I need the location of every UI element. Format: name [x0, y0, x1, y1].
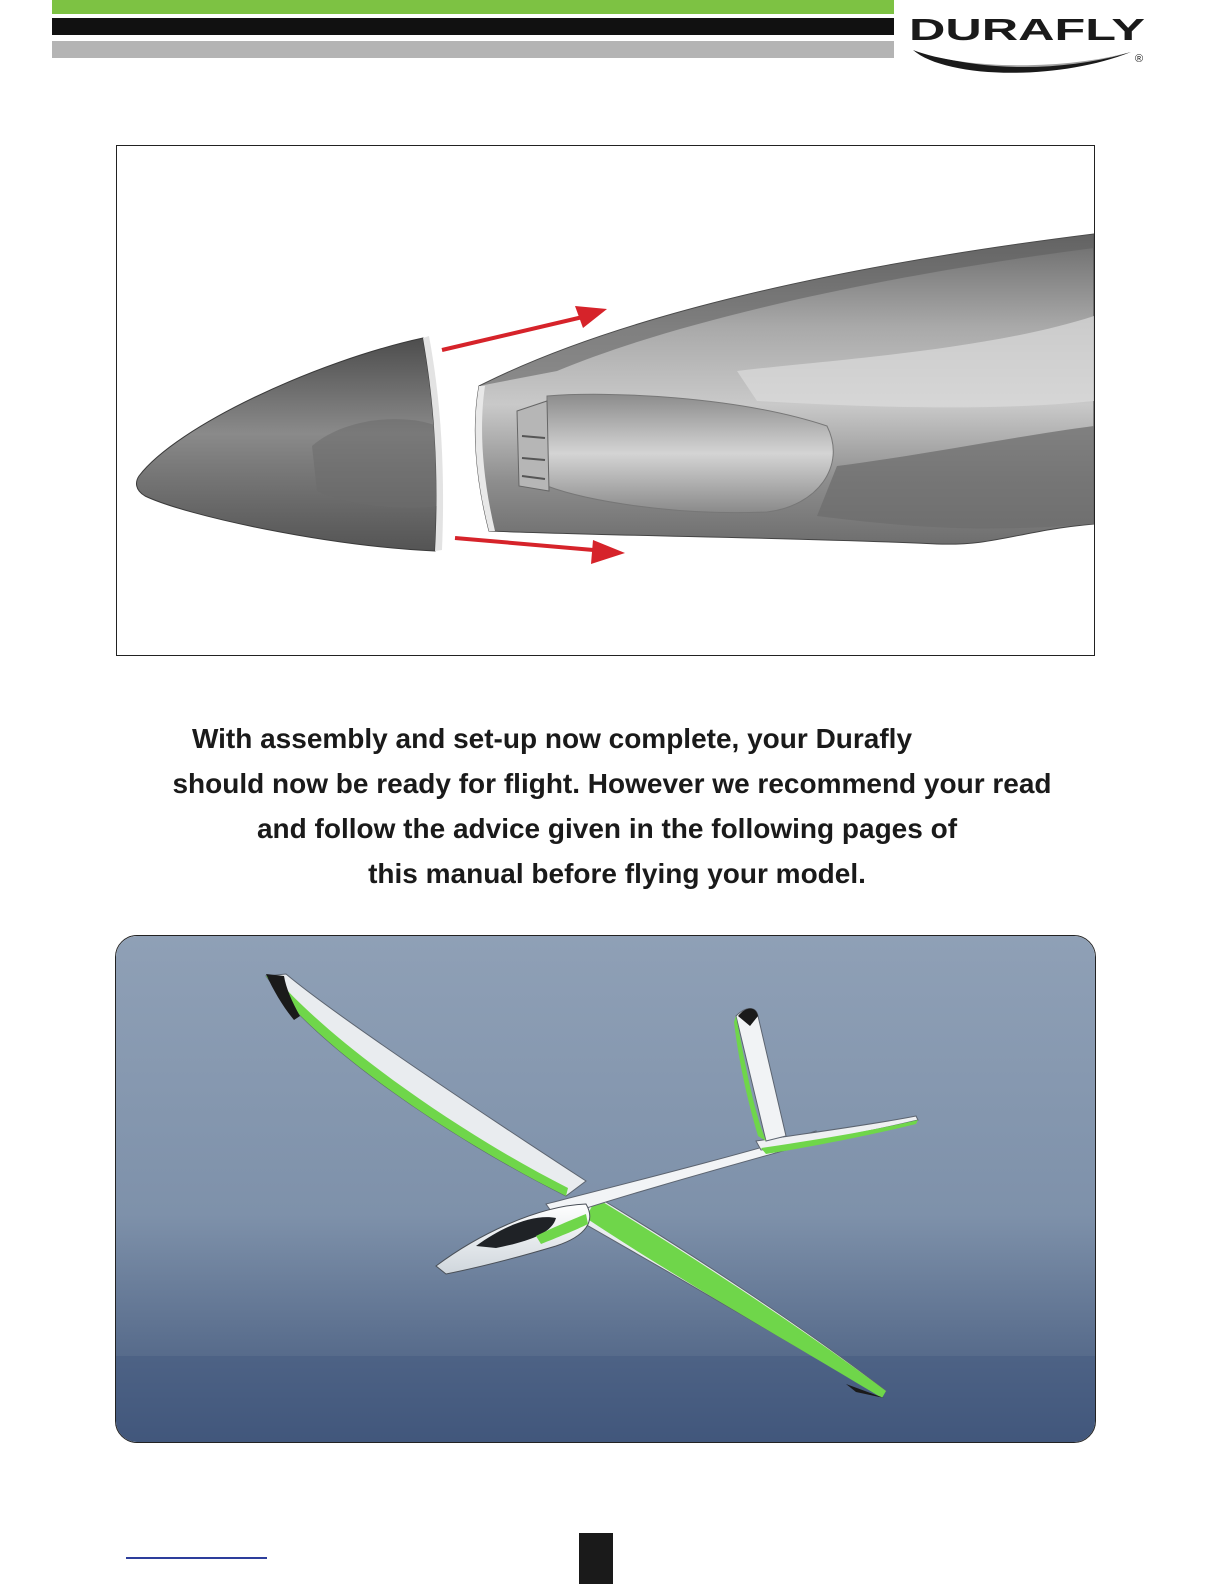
paragraph-line: and follow the advice given in the following pages of	[256, 813, 958, 844]
canopy-illustration	[116, 145, 1095, 656]
registered-mark: ®	[1135, 53, 1144, 65]
header-green-bar	[52, 0, 894, 14]
paragraph-line: With assembly and set-up now complete, your Durafly	[191, 723, 913, 754]
page-number-tab	[579, 1533, 613, 1584]
instruction-paragraph	[120, 716, 1104, 896]
paragraph-line: should now be ready for flight. However we recommend your read	[172, 768, 1052, 799]
glider-photo	[115, 935, 1096, 1443]
durafly-logo	[905, 8, 1153, 80]
header-black-bar	[52, 18, 894, 35]
bottom-arrow	[455, 538, 625, 564]
header-gray-bar	[52, 41, 894, 58]
fuselage-part	[475, 234, 1094, 544]
brand-wordmark: DURAFLY	[909, 12, 1146, 47]
paragraph-line: this manual before flying your model.	[368, 858, 866, 889]
canopy-part	[137, 336, 444, 551]
footer-link-underline[interactable]	[126, 1557, 267, 1559]
